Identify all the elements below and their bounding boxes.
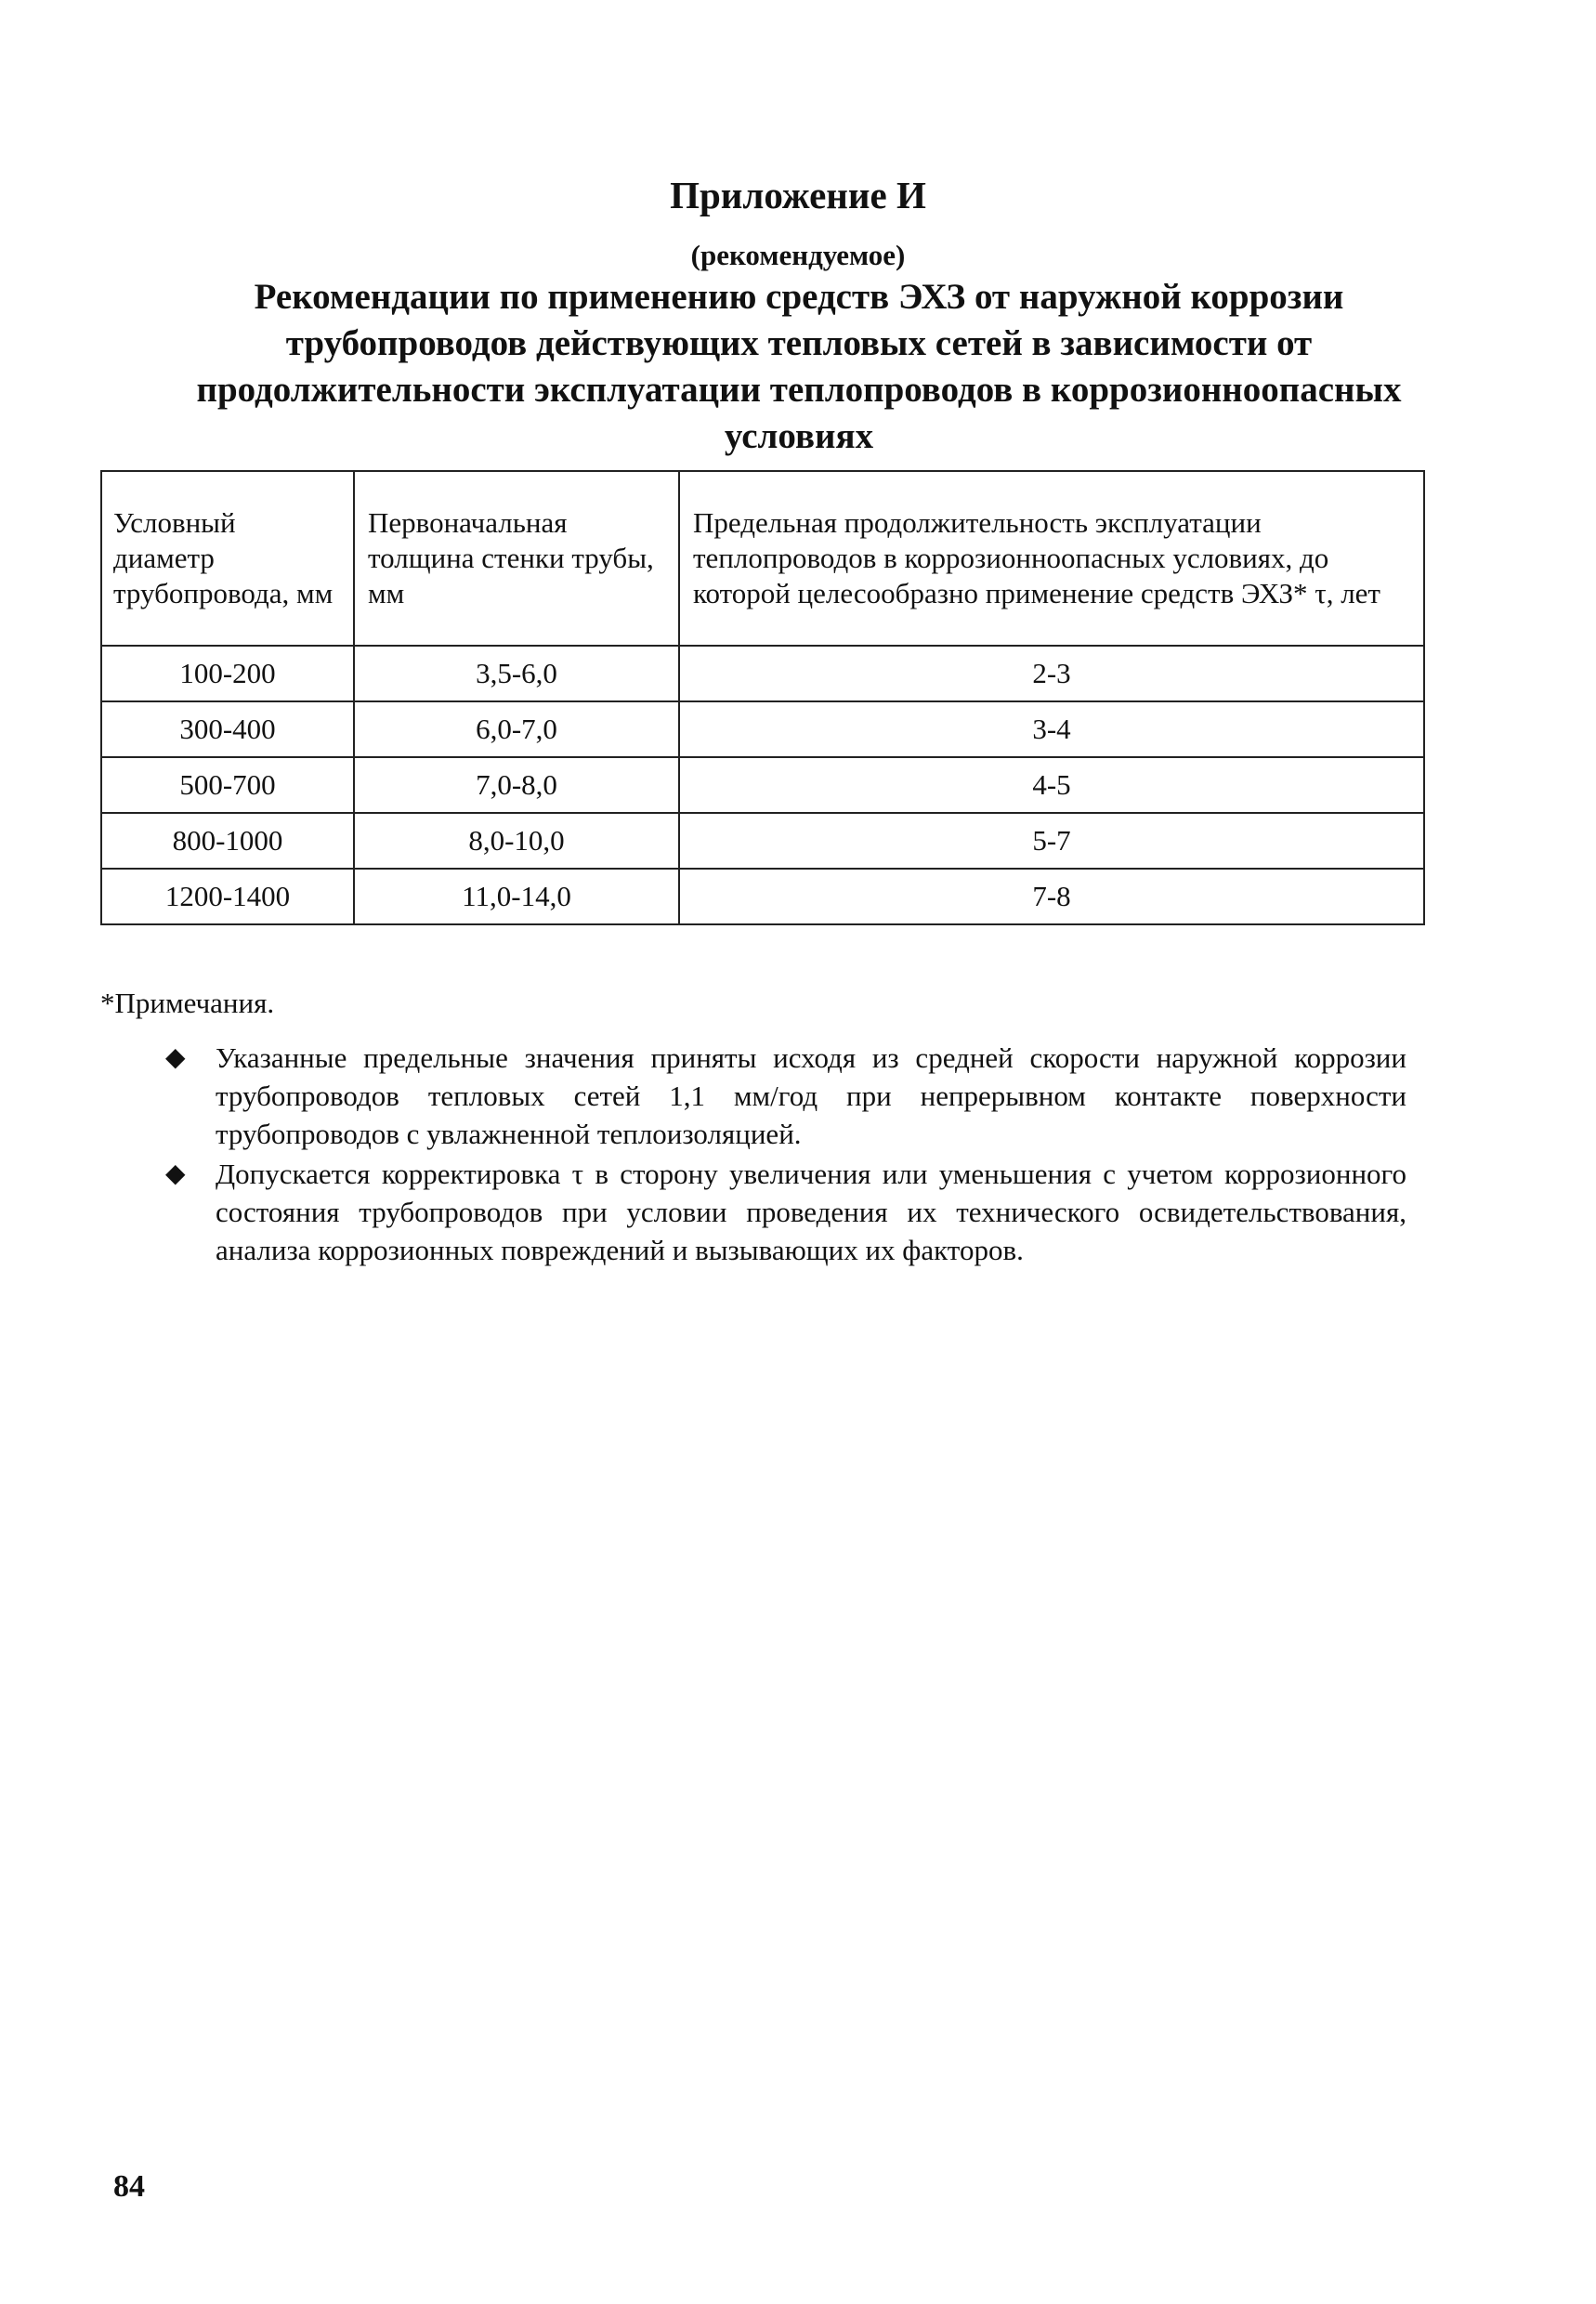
cell-duration: 3-4 [679, 701, 1424, 757]
cell-diameter: 100-200 [101, 646, 354, 701]
diamond-bullet-icon: ◆ [165, 1159, 186, 1188]
note-text: Указанные предельные значения приняты исходя из средней скорости наружной коррозии трубопроводов тепловых сетей 1,1 мм/год при непрерывном контакте поверхности трубопроводов с увлажненной теплоизоляцией. [216, 1041, 1406, 1150]
cell-duration: 7-8 [679, 869, 1424, 924]
cell-duration: 4-5 [679, 757, 1424, 813]
cell-thickness: 8,0-10,0 [354, 813, 679, 869]
cell-thickness: 6,0-7,0 [354, 701, 679, 757]
page-number: 84 [113, 2169, 145, 2204]
corrosion-protection-table [100, 470, 1425, 925]
table-row [101, 701, 1424, 757]
header-pipe-diameter: Условный диаметр трубопровода, мм [101, 471, 354, 646]
cell-thickness: 7,0-8,0 [354, 757, 679, 813]
cell-duration: 2-3 [679, 646, 1424, 701]
cell-diameter: 1200-1400 [101, 869, 354, 924]
header-wall-thickness: Первоначальная толщина стенки трубы, мм [354, 471, 679, 646]
cell-thickness: 11,0-14,0 [354, 869, 679, 924]
notes-heading: *Примечания. [100, 987, 275, 1019]
note-item [165, 1039, 1406, 1153]
note-item [165, 1155, 1406, 1269]
appendix-title: Приложение И [670, 174, 926, 216]
cell-duration: 5-7 [679, 813, 1424, 869]
header-max-service-duration: Предельная продолжительность эксплуатации теплопроводов в коррозионноопасных условиях, до которой целесообразно применение средств ЭХЗ* τ, лет [679, 471, 1424, 646]
table-header-row [101, 471, 1424, 646]
cell-diameter: 300-400 [101, 701, 354, 757]
note-text: Допускается корректировка τ в сторону увеличения или уменьшения с учетом коррозионного состояния трубопроводов при условии проведения их технического освидетельствования, анализа коррозионных повреждений и вызывающих их факторов. [216, 1158, 1406, 1266]
table-row [101, 757, 1424, 813]
cell-thickness: 3,5-6,0 [354, 646, 679, 701]
table-row [101, 813, 1424, 869]
diamond-bullet-icon: ◆ [165, 1043, 186, 1072]
table-row [101, 646, 1424, 701]
document-heading: Рекомендации по применению средств ЭХЗ от наружной коррозии трубопроводов действующих тепловых сетей в зависимости от продолжительности эксплуатации теплопроводов в коррозионноопасных условиях [196, 277, 1402, 456]
cell-diameter: 800-1000 [101, 813, 354, 869]
cell-diameter: 500-700 [101, 757, 354, 813]
appendix-subtitle: (рекомендуемое) [690, 239, 906, 271]
table-row [101, 869, 1424, 924]
notes-list [165, 1039, 1406, 1271]
